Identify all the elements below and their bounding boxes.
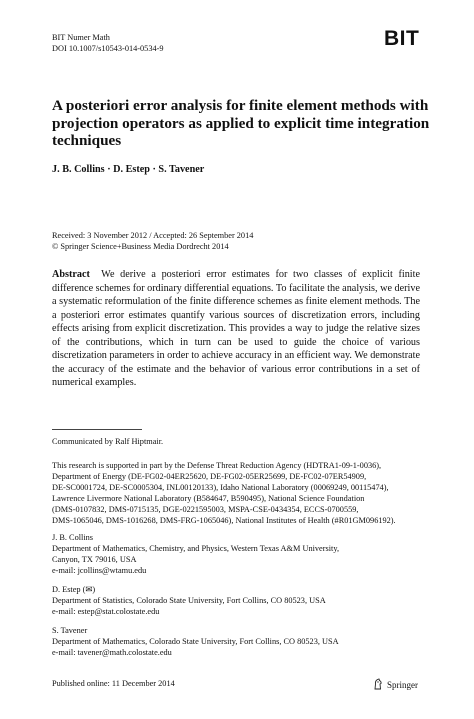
abstract bbox=[52, 268, 420, 390]
funding-line: Lawrence Livermore National Laboratory (B584647, B590495), National Science Foundation bbox=[52, 494, 365, 503]
funding-line: (DMS-0107832, DMS-0715135, DGE-0221595003, MSPA-CSE-0434354, ECCS-0700559, bbox=[52, 505, 359, 514]
received-accepted: Received: 3 November 2012 / Accepted: 26 September 2014 bbox=[52, 231, 254, 240]
author-name: D. Estep (✉) bbox=[52, 585, 96, 594]
funding-line: Department of Energy (DE-FG02-04ER25620, DE-FG02-05ER25699, DE-FC02-07ER54909, bbox=[52, 472, 367, 481]
authors: J. B. Collins · D. Estep · S. Tavener bbox=[52, 164, 205, 175]
affiliation-line: Department of Mathematics, Chemistry, and Physics, Western Texas A&M University, bbox=[52, 544, 340, 553]
affiliation-estep bbox=[52, 584, 432, 617]
affiliation-line: Department of Mathematics, Colorado State University, Fort Collins, CO 80523, USA bbox=[52, 637, 339, 646]
published-online: Published online: 11 December 2014 bbox=[52, 679, 175, 688]
funding-line: This research is supported in part by the Defense Threat Reduction Agency (HDTRA1-09-1-0036), bbox=[52, 461, 382, 470]
email: e-mail: tavener@math.colostate.edu bbox=[52, 648, 172, 657]
funding-line: DE-SC0001724, DE-SC0005304, INL00120133), Idaho National Laboratory (00069249, 00115474), bbox=[52, 483, 389, 492]
copyright: © Springer Science+Business Media Dordrecht 2014 bbox=[52, 242, 229, 251]
affiliation-line: Canyon, TX 79016, USA bbox=[52, 555, 137, 564]
email: e-mail: estep@stat.colostate.edu bbox=[52, 607, 160, 616]
springer-horse-logo-icon bbox=[372, 678, 384, 692]
author-name: J. B. Collins bbox=[52, 533, 94, 542]
affiliation-line: Department of Statistics, Colorado State University, Fort Collins, CO 80523, USA bbox=[52, 596, 326, 605]
journal-logo: BIT bbox=[384, 27, 420, 50]
affiliation-collins bbox=[52, 532, 432, 576]
abstract-label: Abstract bbox=[52, 269, 90, 280]
abstract-text: We derive a posteriori error estimates for two classes of explicit finite difference schemes for ordinary differential equations. To facilitate the analysis, we derive a systematic reformulation of the finite difference schemes as finite element methods. The a posteriori error estimates quantify various sources of discretization errors, including effects arising from explicit discretization. This provides a way to judge the relative sizes of the contributions, which in turn can be used to guide the choice of various discretization parameters in order to achieve accuracy in an efficient way. We demonstrate the accuracy of the estimate and the behavior of various error contributions in a set of numerical examples. bbox=[52, 269, 420, 388]
journal-name: BIT Numer Math bbox=[52, 33, 110, 42]
communicated-by: Communicated by Ralf Hiptmair. bbox=[52, 437, 164, 446]
doi: DOI 10.1007/s10543-014-0534-9 bbox=[52, 44, 164, 53]
article-title: A posteriori error analysis for finite element methods with projection operators as applied to explicit time integration techniques bbox=[52, 97, 430, 149]
funding-line: DMS-1065046, DMS-1016268, DMS-FRG-1065046), National Institutes of Health (#R01GM096192). bbox=[52, 516, 396, 525]
publisher-mark bbox=[372, 678, 418, 692]
author-name: S. Tavener bbox=[52, 626, 88, 635]
affiliation-tavener bbox=[52, 625, 432, 658]
email: e-mail: jcollins@wtamu.edu bbox=[52, 566, 147, 575]
footnote-divider bbox=[52, 429, 142, 430]
funding-note bbox=[52, 460, 432, 526]
publisher-name: Springer bbox=[387, 680, 418, 690]
